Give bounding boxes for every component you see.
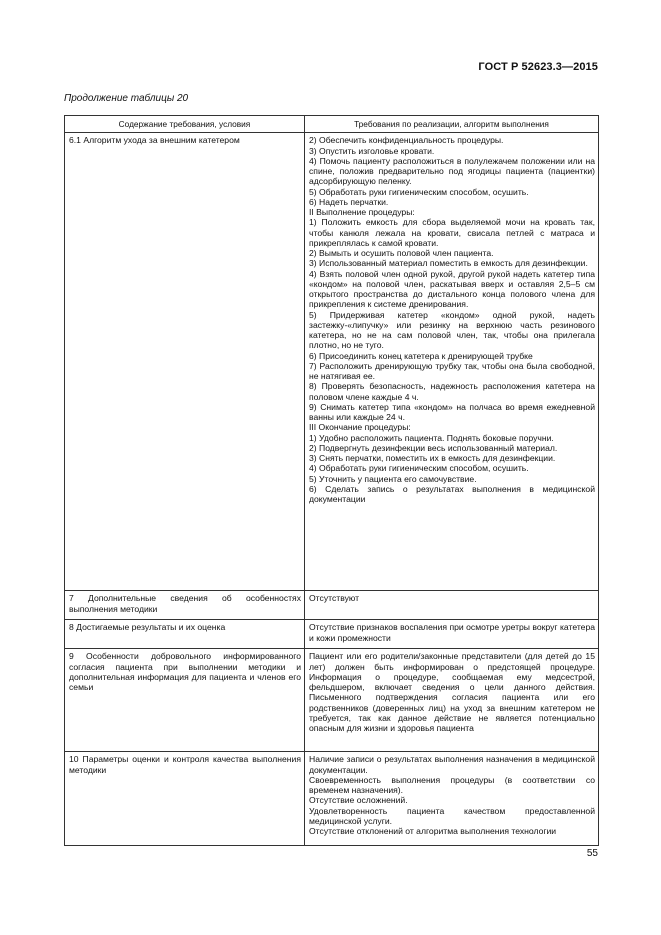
table-row xyxy=(65,133,599,591)
algorithm-step: 4) Взять половой член одной рукой, другой рукой надеть катетер типа «кондом» на половой член, раскатывая вверх и оставляя 2,5–5 см открытого пространства до дистального конца полового члена для прикрепления к системе дренирования. xyxy=(309,268,595,310)
algorithm-step: 5) Придерживая катетер «кондом» одной рукой, надеть застежку-«липучку» или резинку на верхнюю часть резинового катетера, но не на сам половой член, так, чтобы она прилегала плотно, но не туго. xyxy=(309,309,595,351)
row-condition: 7 Дополнительные сведения об особенностях выполнения методики xyxy=(65,591,305,620)
table-row xyxy=(65,752,599,846)
algorithm-step: 2) Обеспечить конфиденциальность процедуры. xyxy=(309,135,504,146)
quality-criterion: Отсутствие отклонений от алгоритма выполнения технологии xyxy=(309,826,557,836)
requirements-table xyxy=(64,115,599,846)
algorithm-step: 6) Присоединить конец катетера к дренирующей трубке xyxy=(309,350,533,361)
row-condition: 10 Параметры оценки и контроля качества выполнения методики xyxy=(65,752,305,846)
table-row xyxy=(65,620,599,649)
quality-criterion: Своевременность выполнения процедуры (в соответствии со временем назначения). xyxy=(309,774,595,795)
row-algorithm xyxy=(305,752,599,846)
row-text: Отсутствие признаков воспаления при осмотре уретры вокруг катетера и кожи промежности xyxy=(309,622,595,643)
algorithm-section-heading: III Окончание процедуры: xyxy=(309,422,411,433)
algorithm-step: 1) Положить емкость для сбора выделяемой мочи на кровать так, чтобы канюля лежала на кровати, свисала петлей с матраса и прикреплялась к самой кровати. xyxy=(309,217,595,248)
quality-criterion: Отсутствие осложнений. xyxy=(309,795,408,806)
algorithm-step: 6) Надеть перчатки. xyxy=(309,196,389,207)
algorithm-step: 4) Помочь пациенту расположиться в полулежачем положении или на спине, положив предварительно под ягодицы пациента (пациентки) адсорбирующую пеленку. xyxy=(309,155,595,187)
algorithm-step: 7) Расположить дренирующую трубку так, чтобы она была свободной, не натягивая ее. xyxy=(309,360,595,381)
algorithm-step: 3) Использованный материал поместить в емкость для дезинфекции. xyxy=(309,258,588,269)
algorithm-step: 3) Опустить изголовье кровати. xyxy=(309,145,435,156)
algorithm-step: 9) Снимать катетер типа «кондом» на полчаса во время ежедневной ванны или каждые 24 ч. xyxy=(309,401,595,422)
table-caption: Продолжение таблицы 20 xyxy=(64,93,189,104)
row-algorithm xyxy=(305,591,599,620)
algorithm-step: 1) Удобно расположить пациента. Поднять боковые поручни. xyxy=(309,432,554,443)
table-row xyxy=(65,649,599,752)
table-header-row xyxy=(65,116,599,133)
quality-criterion: Удовлетворенность пациента качеством предоставленной медицинской услуги. xyxy=(309,805,595,826)
algorithm-section-heading: II Выполнение процедуры: xyxy=(309,207,415,217)
algorithm-step: 3) Снять перчатки, поместить их в емкость для дезинфекции. xyxy=(309,453,556,463)
algorithm-step: 5) Уточнить у пациента его самочувствие. xyxy=(309,473,477,484)
algorithm-step: 8) Проверять безопасность, надежность расположения катетера на половом члене каждые 4 ч. xyxy=(309,381,595,402)
column-header-algorithm: Требования по реализации, алгоритм выполнения xyxy=(305,116,599,133)
row-algorithm xyxy=(305,133,599,591)
row-condition: 8 Достигаемые результаты и их оценка xyxy=(65,620,305,649)
table-row xyxy=(65,591,599,620)
row-condition: 9 Особенности добровольного информированного согласия пациента при выполнении методики и дополнительная информация для пациента и членов его семьи xyxy=(65,649,305,752)
algorithm-step: 2) Подвергнуть дезинфекции весь использованный материал. xyxy=(309,442,558,453)
row-text: Отсутствуют xyxy=(309,593,360,604)
row-algorithm xyxy=(305,649,599,752)
row-text: Пациент или его родители/законные представители (для детей до 15 лет) должен быть информирован о предстоящей процедуре. Информация о процедуре, сообщаемая ему медсестрой, фельдшером, включает сведения о цели данного действия. Письменного подтверждения согласия пациента или его родственников (доверенных лиц) на уход за внешним катетером не требуется, так как данное действие не является потенциально опасным для жизни и здоровья пациента xyxy=(309,651,595,733)
algorithm-step: 5) Обработать руки гигиеническим способом, осушить. xyxy=(309,186,529,197)
algorithm-step: 6) Сделать запись о результатах выполнения в медицинской документации xyxy=(309,483,595,504)
column-header-condition: Содержание требования, условия xyxy=(65,116,305,133)
row-algorithm xyxy=(305,620,599,649)
row-condition: 6.1 Алгоритм ухода за внешним катетером xyxy=(65,133,305,591)
algorithm-step: 2) Вымыть и осушить половой член пациента. xyxy=(309,248,494,258)
document-code: ГОСТ Р 52623.3—2015 xyxy=(478,61,598,73)
page-number: 55 xyxy=(586,848,598,859)
algorithm-step: 4) Обработать руки гигиеническим способом, осушить. xyxy=(309,463,529,474)
quality-criterion: Наличие записи о результатах выполнения назначения в медицинской документации. xyxy=(309,754,595,775)
